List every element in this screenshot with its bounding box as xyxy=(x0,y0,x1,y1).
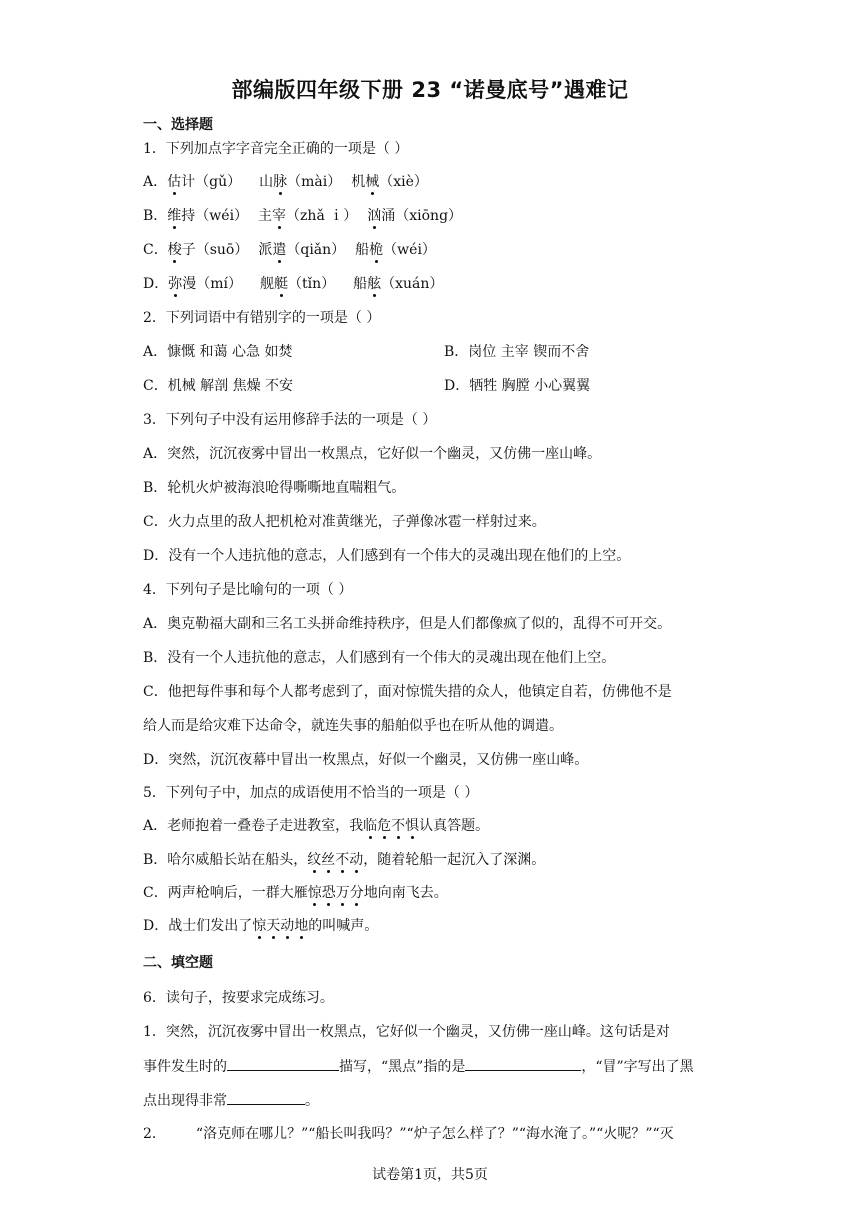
question-6-part-1-line-1: 1．突然，沉沉夜雾中冒出一枚黑点，它好似一个幽灵，又仿佛一座山峰。这句话是对 xyxy=(143,1024,670,1040)
question-5-option-d: D．战士们发出了惊天动地的叫喊声。 xyxy=(143,918,379,934)
section-heading-choice: 一、选择题 xyxy=(143,117,213,133)
question-6-part-1-line-3: 点出现得非常 。 xyxy=(143,1090,319,1111)
question-2-option-c: C．机械 解剖 焦燥 不安 xyxy=(143,378,294,394)
question-4-stem: 4．下列句子是比喻句的一项（ ） xyxy=(143,582,353,598)
answer-blank[interactable] xyxy=(465,1056,581,1071)
answer-blank[interactable] xyxy=(227,1090,305,1105)
question-4-option-b: B．没有一个人违抗他的意志，人们感到有一个伟大的灵魂出现在他们上空。 xyxy=(143,650,616,666)
question-6-part-1-line-2: 事件发生时的 描写，“黑点”指的是 ，“冒”字写出了黑 xyxy=(143,1056,694,1077)
answer-blank[interactable] xyxy=(227,1056,339,1071)
question-3-option-c: C．火力点里的敌人把机枪对准黄继光，子弹像冰雹一样射过来。 xyxy=(143,514,546,530)
question-4-option-a: A．奥克勒福大副和三名工头拼命维持秩序，但是人们都像疯了似的，乱得不可开交。 xyxy=(143,616,672,632)
question-4-option-c-line-2: 给人而是给灾难下达命令，就连失事的船舶似乎也在听从他的调遣。 xyxy=(143,718,563,734)
question-5-option-c: C．两声枪响后，一群大雁惊恐万分地向南飞去。 xyxy=(143,885,448,901)
page-footer: 试卷第1页，共5页 xyxy=(372,1167,488,1183)
question-3-option-a: A．突然，沉沉夜雾中冒出一枚黑点，它好似一个幽灵，又仿佛一座山峰。 xyxy=(143,446,602,462)
question-1-option-a: A．估计（gǔ） 山脉（mài） 机械（xiè） xyxy=(143,174,428,190)
question-6-stem: 6．读句子，按要求完成练习。 xyxy=(143,990,334,1006)
question-1-option-b: B．维持（wéi） 主宰（zhǎ ｉ） 汹涌（xiōng） xyxy=(143,208,463,224)
question-4-option-c-line-1: C．他把每件事和每个人都考虑到了，面对惊慌失措的众人，他镇定自若，仿佛他不是 xyxy=(143,684,672,700)
question-1-option-c: C．梭子（suō） 派遣（qiǎn） 船桅（wéi） xyxy=(143,242,436,258)
question-3-option-b: B．轮机火炉被海浪呛得嘶嘶地直喘粗气。 xyxy=(143,480,406,496)
question-3-stem: 3．下列句子中没有运用修辞手法的一项是（ ） xyxy=(143,412,437,428)
question-3-option-d: D．没有一个人违抗他的意志，人们感到有一个伟大的灵魂出现在他们的上空。 xyxy=(143,548,631,564)
question-4-option-d: D．突然，沉沉夜幕中冒出一枚黑点，好似一个幽灵，又仿佛一座山峰。 xyxy=(143,752,589,768)
question-2-option-b: B．岗位 主宰 锲而不舍 xyxy=(444,344,590,360)
question-6-part-2-line-1: 2． “洛克师在哪儿？”“船长叫我吗？”“炉子怎么样了？”“海水淹了。”“火呢？”“灭 xyxy=(143,1126,674,1142)
question-5-stem: 5．下列句子中，加点的成语使用不恰当的一项是（ ） xyxy=(143,785,479,801)
page-title: 部编版四年级下册 23 “诺曼底号”遇难记 xyxy=(231,78,629,102)
section-heading-fill: 二、填空题 xyxy=(143,955,213,971)
question-5-option-a: A．老师抱着一叠卷子走进教室，我临危不惧认真答题。 xyxy=(143,818,490,834)
question-1-option-d: D．弥漫（mí） 舰艇（tǐn） 船舷（xuán） xyxy=(143,276,444,292)
question-5-option-b: B．哈尔威船长站在船头，纹丝不动，随着轮船一起沉入了深渊。 xyxy=(143,852,546,868)
question-1-stem: 1．下列加点字字音完全正确的一项是（ ） xyxy=(143,141,409,157)
question-2-stem: 2．下列词语中有错别字的一项是（ ） xyxy=(143,310,381,326)
question-2-option-d: D．牺牲 胸膛 小心翼翼 xyxy=(444,378,591,394)
question-2-option-a: A．慷慨 和蔼 心急 如焚 xyxy=(143,344,293,360)
